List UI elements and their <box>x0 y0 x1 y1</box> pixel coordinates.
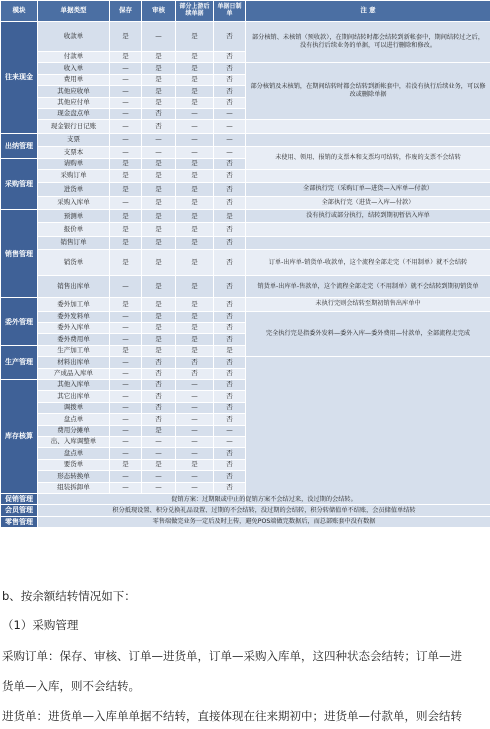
audit-cell: 是 <box>142 323 176 334</box>
upstream-cell: — <box>176 379 214 390</box>
table-header-row <box>1 1 490 22</box>
audit-cell: 否 <box>142 108 176 119</box>
audit-cell: 是 <box>142 425 176 436</box>
upstream-cell: — <box>176 402 214 413</box>
save-cell: 是 <box>110 22 142 52</box>
upstream-cell: — <box>176 391 214 402</box>
save-cell: 是 <box>110 52 142 63</box>
doc-type-cell: 销售订单 <box>38 236 110 249</box>
voucher-cell: — <box>214 436 246 447</box>
save-cell: — <box>110 402 142 413</box>
module-cell: 零售管理 <box>1 516 38 527</box>
doc-type-cell: 盘点单 <box>38 414 110 425</box>
upstream-cell: 是 <box>176 345 214 356</box>
footer-row <box>1 505 490 516</box>
audit-cell: 否 <box>142 414 176 425</box>
doc-type-cell: 报价单 <box>38 223 110 236</box>
upstream-cell: 是 <box>176 22 214 52</box>
table-row <box>1 250 490 276</box>
header-audit: 审核 <box>142 1 176 22</box>
voucher-cell: 否 <box>214 323 246 334</box>
doc-type-cell: 盘点单 <box>38 448 110 459</box>
voucher-cell: 否 <box>214 183 246 196</box>
doc-type-cell: 材料出库单 <box>38 357 110 368</box>
doc-type-cell: 销售出库单 <box>38 276 110 298</box>
save-cell: — <box>110 471 142 482</box>
audit-cell: 是 <box>142 196 176 209</box>
voucher-cell: 否 <box>214 276 246 298</box>
audit-cell: 否 <box>142 391 176 402</box>
audit-cell: — <box>142 22 176 52</box>
save-cell: 是 <box>110 250 142 276</box>
audit-cell: 否 <box>142 368 176 379</box>
module-cell: 库存核算 <box>1 379 38 493</box>
save-cell: 是 <box>110 345 142 356</box>
upstream-cell: 是 <box>176 210 214 223</box>
audit-cell: 是 <box>142 334 176 345</box>
doc-type-cell: 其他入库单 <box>38 379 110 390</box>
doc-type-cell: 委外加工单 <box>38 298 110 311</box>
table-row <box>1 357 490 368</box>
module-cell: 往来现金 <box>1 22 38 134</box>
doc-type-cell: 要货单 <box>38 459 110 470</box>
note-cell: 部分核销及未核销，在期间结转时都会结转到新帐套中，若没有执行后续业务，可以修改或删除单据 <box>246 63 490 120</box>
audit-cell: — <box>142 448 176 459</box>
voucher-cell: 否 <box>214 298 246 311</box>
upstream-cell: — <box>176 471 214 482</box>
doc-type-cell: 收入单 <box>38 63 110 74</box>
doc-type-cell: 其他应收单 <box>38 86 110 97</box>
doc-type-cell: 委外入库单 <box>38 323 110 334</box>
upstream-cell: 是 <box>176 97 214 108</box>
section-heading: b、按余额结转情况如下： <box>2 589 136 603</box>
voucher-cell: 否 <box>214 482 246 493</box>
upstream-cell: 是 <box>176 276 214 298</box>
header-save: 保存 <box>110 1 142 22</box>
table-row <box>1 311 490 322</box>
voucher-cell: 否 <box>214 158 246 169</box>
audit-cell: 是 <box>142 345 176 356</box>
table-row <box>1 63 490 74</box>
audit-cell: 是 <box>142 183 176 196</box>
voucher-cell: 是 <box>214 210 246 223</box>
upstream-cell: 是 <box>176 183 214 196</box>
save-cell: 是 <box>110 183 142 196</box>
doc-type-cell: 形态转换单 <box>38 471 110 482</box>
upstream-cell: — <box>176 414 214 425</box>
upstream-cell: 是 <box>176 63 214 74</box>
doc-type-cell: 调拨单 <box>38 402 110 413</box>
upstream-cell: 是 <box>176 298 214 311</box>
doc-type-cell: 采购订单 <box>38 169 110 182</box>
note-cell: 未使用、领用、报销的支票本和支票均可结转，作废的支票不会结转 <box>246 147 490 170</box>
table-row <box>1 223 490 236</box>
module-cell: 生产管理 <box>1 345 38 379</box>
upstream-cell: 是 <box>176 459 214 470</box>
upstream-cell: 是 <box>176 323 214 334</box>
save-cell: — <box>110 74 142 85</box>
doc-type-cell: 其它出库单 <box>38 391 110 402</box>
upstream-cell: 否 <box>176 357 214 368</box>
table-row <box>1 196 490 209</box>
doc-type-cell: 现金盘点单 <box>38 108 110 119</box>
voucher-cell: — <box>214 147 246 158</box>
doc-type-cell: 费用分摊单 <box>38 425 110 436</box>
header-voucher: 单据日制单 <box>214 1 246 22</box>
audit-cell: 是 <box>142 169 176 182</box>
upstream-cell: 是 <box>176 196 214 209</box>
voucher-cell: 否 <box>214 97 246 108</box>
voucher-cell: 否 <box>214 196 246 209</box>
voucher-cell: 否 <box>214 311 246 322</box>
audit-cell: 是 <box>142 223 176 236</box>
module-cell: 销售管理 <box>1 210 38 298</box>
save-cell: — <box>110 147 142 158</box>
audit-cell: 是 <box>142 97 176 108</box>
upstream-cell: 是 <box>176 52 214 63</box>
upstream-cell: — <box>176 147 214 158</box>
save-cell: — <box>110 357 142 368</box>
voucher-cell: 否 <box>214 223 246 236</box>
audit-cell: 是 <box>142 311 176 322</box>
note-cell: 部分核销、未核销（预收款），在期间结转时都会结转到新帐套中，期间结转过之后，没有执行后续业务的单据，可以进行删除和修改。 <box>246 22 490 63</box>
voucher-cell: 否 <box>214 236 246 249</box>
audit-cell: 是 <box>142 158 176 169</box>
save-cell: — <box>110 108 142 119</box>
upstream-cell: 是 <box>176 169 214 182</box>
save-cell: — <box>110 63 142 74</box>
audit-cell: — <box>142 147 176 158</box>
voucher-cell: — <box>214 133 246 146</box>
upstream-cell: 是 <box>176 334 214 345</box>
footer-note-cell: 零售端做完业务一定后及时上传，避免POS端做完数据后，而总部账套中没有数据 <box>38 516 490 527</box>
table-row <box>1 183 490 196</box>
save-cell: — <box>110 334 142 345</box>
voucher-cell: 否 <box>214 250 246 276</box>
voucher-cell: 否 <box>214 169 246 182</box>
upstream-cell: 是 <box>176 250 214 276</box>
save-cell: — <box>110 276 142 298</box>
doc-type-cell: 组装拆卸单 <box>38 482 110 493</box>
upstream-cell: 是 <box>176 223 214 236</box>
doc-type-cell: 委外发料单 <box>38 311 110 322</box>
save-cell: — <box>110 482 142 493</box>
note-cell <box>246 236 490 249</box>
doc-type-cell: 支票 <box>38 133 110 146</box>
save-cell: 是 <box>110 459 142 470</box>
doc-type-cell: 进货单 <box>38 183 110 196</box>
save-cell: 是 <box>110 169 142 182</box>
audit-cell: — <box>142 482 176 493</box>
doc-type-cell: 采购入库单 <box>38 196 110 209</box>
footer-row <box>1 516 490 527</box>
upstream-cell: — <box>176 448 214 459</box>
audit-cell: 否 <box>142 357 176 368</box>
doc-type-cell: 委外费用单 <box>38 334 110 345</box>
footer-note-cell: 促销方案：过期限或中止的促销方案不会结过来，没过期的会结转。 <box>38 493 490 504</box>
audit-cell: 是 <box>142 459 176 470</box>
doc-type-cell: 其他应付单 <box>38 97 110 108</box>
note-cell <box>246 169 490 182</box>
note-cell <box>246 133 490 146</box>
voucher-cell: 否 <box>214 334 246 345</box>
audit-cell: 是 <box>142 236 176 249</box>
table-row <box>1 133 490 146</box>
audit-cell: — <box>142 471 176 482</box>
header-partial-upstream: 部分上游后续单据 <box>176 1 214 22</box>
audit-cell: 是 <box>142 63 176 74</box>
save-cell: — <box>110 311 142 322</box>
note-cell: 全部执行完（采购订单—进货—入库单—付款） <box>246 183 490 196</box>
doc-type-cell: 预测单 <box>38 210 110 223</box>
voucher-cell: 否 <box>214 368 246 379</box>
doc-type-cell: 出、入库调整单 <box>38 436 110 447</box>
audit-cell: 是 <box>142 52 176 63</box>
audit-cell: 否 <box>142 120 176 133</box>
voucher-cell: 否 <box>214 74 246 85</box>
paragraph-line: 采购订单：保存、审核、订单—进货单，订单—采购入库单，这四种状态会结转；订单—进 <box>2 649 462 663</box>
audit-cell: — <box>142 133 176 146</box>
upstream-cell: — <box>176 120 214 133</box>
module-cell: 委外管理 <box>1 298 38 346</box>
footer-note-cell: 积分抵现设置、积分兑换礼品设置、过期的不会结转，没过期的会结转，积分转储值单不结账，会员储值单结转 <box>38 505 490 516</box>
header-doc-type: 单据类型 <box>38 1 110 22</box>
module-cell: 出纳管理 <box>1 133 38 158</box>
table-row <box>1 236 490 249</box>
table-row <box>1 169 490 182</box>
table-row <box>1 120 490 133</box>
upstream-cell: 是 <box>176 311 214 322</box>
note-cell: 全部执行完（进货—入库—付款） <box>246 196 490 209</box>
doc-type-cell: 请购单 <box>38 158 110 169</box>
voucher-cell: 否 <box>214 448 246 459</box>
save-cell: 是 <box>110 223 142 236</box>
table-row <box>1 147 490 158</box>
voucher-cell: — <box>214 120 246 133</box>
save-cell: 是 <box>110 210 142 223</box>
save-cell: 是 <box>110 158 142 169</box>
upstream-cell: — <box>176 482 214 493</box>
save-cell: — <box>110 391 142 402</box>
save-cell: — <box>110 379 142 390</box>
doc-type-cell: 产成品入库单 <box>38 368 110 379</box>
upstream-cell: 是 <box>176 236 214 249</box>
doc-type-cell: 支票本 <box>38 147 110 158</box>
audit-cell: 是 <box>142 86 176 97</box>
save-cell: — <box>110 436 142 447</box>
upstream-cell: 是 <box>176 74 214 85</box>
voucher-cell: 否 <box>214 22 246 52</box>
audit-cell: 是 <box>142 298 176 311</box>
header-module: 模块 <box>1 1 38 22</box>
save-cell: — <box>110 448 142 459</box>
save-cell: — <box>110 133 142 146</box>
upstream-cell: 是 <box>176 158 214 169</box>
save-cell: — <box>110 86 142 97</box>
module-cell: 促销管理 <box>1 493 38 504</box>
note-cell: 完全执行完是指委外发料—委外入库—委外费用—付款单，全部流程走完成 <box>246 311 490 357</box>
audit-cell: 是 <box>142 250 176 276</box>
voucher-cell: 否 <box>214 391 246 402</box>
audit-cell: 是 <box>142 74 176 85</box>
doc-type-cell: 生产加工单 <box>38 345 110 356</box>
note-cell <box>246 223 490 236</box>
audit-cell: 是 <box>142 210 176 223</box>
voucher-cell: 否 <box>214 402 246 413</box>
note-cell <box>246 120 490 133</box>
voucher-cell: 否 <box>214 459 246 470</box>
save-cell: — <box>110 120 142 133</box>
module-cell: 会员管理 <box>1 505 38 516</box>
upstream-cell: — <box>176 108 214 119</box>
upstream-cell: — <box>176 133 214 146</box>
save-cell: 是 <box>110 298 142 311</box>
save-cell: — <box>110 196 142 209</box>
save-cell: — <box>110 414 142 425</box>
save-cell: 是 <box>110 236 142 249</box>
voucher-cell: 是 <box>214 345 246 356</box>
save-cell: — <box>110 323 142 334</box>
save-cell: — <box>110 425 142 436</box>
subsection-heading: （1）采购管理 <box>2 618 79 632</box>
note-cell <box>246 357 490 505</box>
voucher-cell: 否 <box>214 379 246 390</box>
doc-type-cell: 费用单 <box>38 74 110 85</box>
audit-cell: 否 <box>142 402 176 413</box>
upstream-cell: 否 <box>176 368 214 379</box>
save-cell: — <box>110 97 142 108</box>
note-cell: 未执行完则会结转至期初销售出库单中 <box>246 298 490 311</box>
paragraph-line: 进货单：进货单—入库单单据不结转，直接体现在往来期初中；进货单—付款单，则会结转 <box>2 709 462 723</box>
note-cell: 没有执行或部分执行，结转到期初暂估入库单 <box>246 210 490 223</box>
voucher-cell: 否 <box>214 471 246 482</box>
upstream-cell: 是 <box>176 86 214 97</box>
note-cell: 销货单-出库单-售款单，这个流程全部走完（不用制单）就不会结转到期初销货单 <box>246 276 490 298</box>
voucher-cell: 否 <box>214 414 246 425</box>
doc-type-cell: 销货单 <box>38 250 110 276</box>
note-cell: 订单-出库单-销货单-收款单，这个流程全部走完（不用制单）就不会结转 <box>246 250 490 276</box>
table-row <box>1 298 490 311</box>
doc-type-cell: 现金银行日记账 <box>38 120 110 133</box>
voucher-cell: — <box>214 425 246 436</box>
table-body <box>1 22 490 528</box>
save-cell: — <box>110 368 142 379</box>
table-row <box>1 210 490 223</box>
table-row <box>1 22 490 52</box>
paragraph-line: 货单—入库，则不会结转。 <box>2 679 140 693</box>
header-notes: 注 意 <box>246 1 490 22</box>
upstream-cell: — <box>176 425 214 436</box>
audit-cell: 是 <box>142 276 176 298</box>
voucher-cell: 否 <box>214 86 246 97</box>
doc-type-cell: 收款单 <box>38 22 110 52</box>
voucher-cell: 否 <box>214 357 246 368</box>
voucher-cell: — <box>214 108 246 119</box>
doc-type-cell: 付款单 <box>38 52 110 63</box>
table-row <box>1 276 490 298</box>
audit-cell: 否 <box>142 379 176 390</box>
module-cell: 采购管理 <box>1 158 38 210</box>
upstream-cell: — <box>176 436 214 447</box>
footer-row <box>1 493 490 504</box>
voucher-cell: 否 <box>214 63 246 74</box>
audit-cell: — <box>142 436 176 447</box>
voucher-cell: 否 <box>214 52 246 63</box>
